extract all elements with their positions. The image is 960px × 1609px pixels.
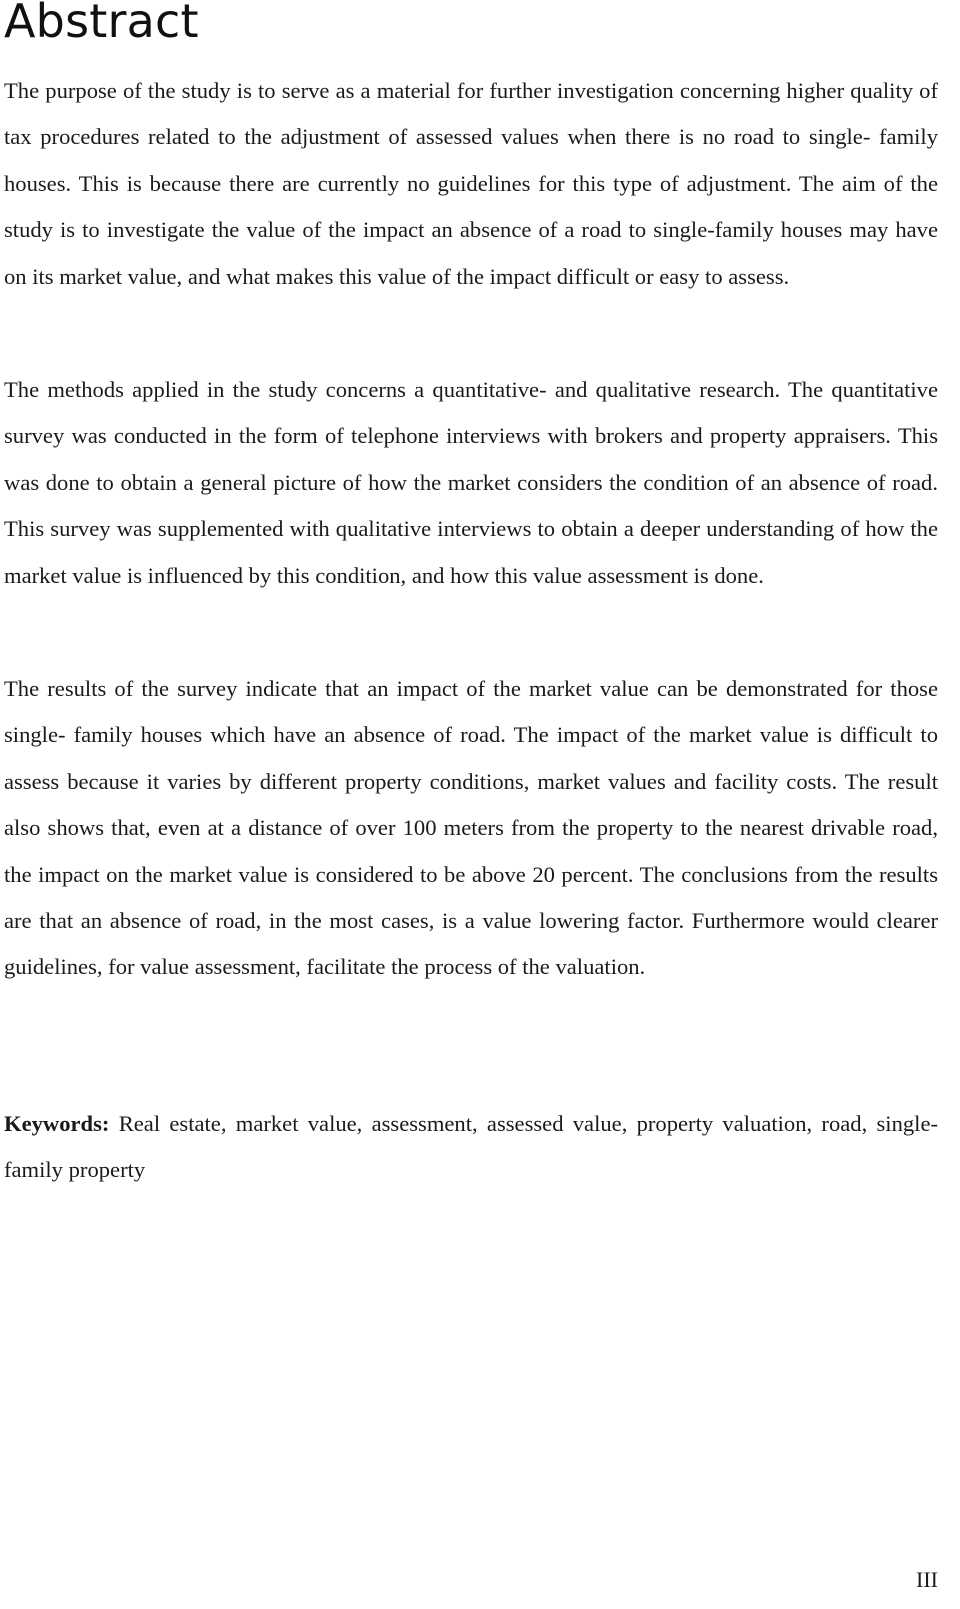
abstract-paragraph-methods: The methods applied in the study concerns a quantitative- and qualitative research. The quantitative survey was conducted in the form of telephone interviews with brokers and property appraisers. This was done to obtain a general picture of how the market considers the condition of an absence of road. This survey was supplemented with qualitative interviews to obtain a deeper understanding of how the market value is influenced by this condition, and how this value assessment is done.: [4, 377, 938, 588]
abstract-paragraph-results: The results of the survey indicate that an impact of the market value can be demonstrated for those single- family houses which have an absence of road. The impact of the market value is difficult to assess because it varies by different property conditions, market values and facility costs. The result also shows that, even at a distance of over 100 meters from the property to the nearest drivable road, the impact on the market value is considered to be above 20 percent. The conclusions from the results are that an absence of road, in the most cases, is a value lowering factor. Furthermore would clearer guidelines, for value assessment, facilitate the process of the valuation.: [4, 676, 938, 980]
keywords-label: Keywords:: [4, 1111, 110, 1136]
abstract-paragraph-purpose: The purpose of the study is to serve as a material for further investigation concerning higher quality of tax procedures related to the adjustment of assessed values when there is no road to single- family houses. This is because there are currently no guidelines for this type of adjustment. The aim of the study is to investigate the value of the impact an absence of a road to single-family houses may have on its market value, and what makes this value of the impact difficult or easy to assess.: [4, 78, 938, 289]
keywords-paragraph: [4, 1101, 938, 1194]
page-number: III: [916, 1567, 938, 1592]
page-title: Abstract: [4, 0, 199, 48]
keywords-text: Real estate, market value, assessment, assessed value, property valuation, road, single- family property: [4, 1111, 938, 1183]
